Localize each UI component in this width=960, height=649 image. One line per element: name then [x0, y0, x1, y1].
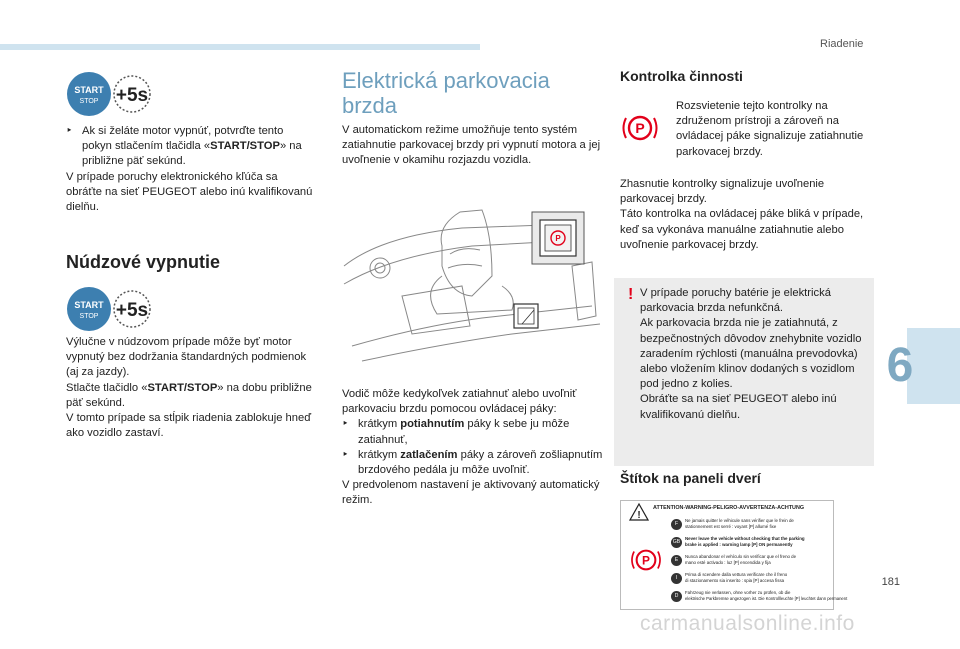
label-row: GB Never leave the vehicle without checking that the parking brake is applied : warning lamp [P] ON permanently [672, 536, 805, 547]
indicator-heading: Kontrolka činnosti [620, 68, 743, 84]
plus-five-seconds: +5s [115, 300, 149, 321]
col1-paragraph-2: Výlučne v núdzovom prípade môže byť motor vypnutý bez dodržania štandardných podmienok (aj za jazdy). Stlačte tlačidlo «START/STOP» na dobu približne päť sekúnd. V tomto prípade sa stĺpik riadenia zablokuje hneď ako vozidlo zastaví. [66, 336, 312, 440]
header-bar [0, 44, 480, 50]
warning-triangle-icon [629, 503, 649, 521]
svg-text:!: ! [637, 510, 641, 521]
door-label [620, 500, 848, 610]
svg-text:P: P [642, 553, 650, 568]
start-stop-icon [66, 70, 156, 120]
label-row: I Prima di scendere dalla vettura verificare che il freno di stazionamento sia inserito : spia [P] accesa fissa [671, 571, 833, 589]
col3-body: Zhasnutie kontrolky signalizuje uvoľnenie parkovacej brzdy. Táto kontrolka na ovládacej páke bliká v prípade, keď sa vykonáva manuálne zatiahnutie alebo uvoľnenie parkovacej brzdy. [620, 178, 864, 251]
stop-label: STOP [79, 98, 99, 105]
plus-five-seconds: +5s [115, 85, 149, 106]
col2-body: Vodič môže kedykoľvek zatiahnuť alebo uvoľniť parkovaciu brzdu pomocou ovládacej páky: ‣ krátkym potiahnutím páky k sebe ju môže zatiahnuť, ‣ krátkym zatlačením páky a zároveň zošliapnutím brzdového pedála ju môže uvoľniť. V predvolenom nastavení je aktivovaný automatický režim. [342, 387, 604, 509]
door-label-rows [671, 517, 848, 607]
gear-console-illustration [342, 206, 604, 364]
watermark: carmanualsonline.info [640, 612, 855, 635]
label-row: E Nunca abandonar el vehículo sin verificar que el freno de mano esté activado : luz [P] encendida y fija [671, 553, 833, 571]
warning-box [614, 278, 874, 466]
col1-bullet: ‣ Ak si želáte motor vypnúť, potvrďte tento pokyn stlačením tlačidla «START/STOP» na približne päť sekúnd. [66, 124, 316, 170]
start-label: START [74, 85, 104, 95]
svg-text:P: P [635, 120, 645, 136]
stop-label: STOP [79, 313, 99, 320]
chapter-number: 6 [886, 339, 914, 392]
col2-bullet-push: ‣ krátkym zatlačením páky a zároveň zošliapnutím brzdového pedála ju môže uvoľniť. [342, 448, 604, 478]
warning-exclamation-icon: ! [628, 286, 634, 303]
parking-brake-warning-icon [620, 108, 660, 148]
emergency-stop-heading: Núdzové vypnutie [66, 252, 221, 272]
col2-intro: V automatickom režime umožňuje tento systém zatiahnutie parkovacej brzdy pri vypnutí motora a jej uvoľnenie v okamihu rozjazdu vozidla. [342, 124, 601, 167]
switch-zoom-inset [532, 212, 584, 264]
indicator-description: Rozsvietenie tejto kontrolky na združenom prístroji a zároveň na ovládacej páke signalizuje zatiahnutie parkovacej brzdy. [676, 100, 864, 158]
label-row: D Fahrzeug nie verlassen, ohne vorher zu prüfen, ob die elektrische Parkbremse angezogen ist. Die Kontrollleuchte [P] leuchtet dann permanent [671, 589, 833, 607]
col1-paragraph-1 [66, 124, 316, 215]
start-label: START [74, 300, 104, 310]
start-stop-icon-2 [66, 285, 156, 335]
label-row: F Ne jamais quitter le véhicule sans vérifier que le frein de stationnement est serré : voyant [P] allumé fixe [671, 517, 833, 535]
svg-text:P: P [555, 234, 561, 243]
door-label-heading: Štítok na paneli dverí [620, 470, 761, 486]
door-label-title: ATTENTION-WARNING-PELIGRO-AVVERTENZA-ACHTUNG [653, 505, 805, 511]
page-number: 181 [881, 576, 900, 588]
warning-text: V prípade poruchy batérie je elektrická parkovacia brzda nefunkčná. Ak parkovacia brzda nie je zatiahnutá, z bezpečnostných dôvodov znehybnite vozidlo zaradením rýchlosti (manuálna prevodovka) alebo vložením klinov dodaných s vozidlom pod jedno z kolies. Obráťte sa na sieť PEUGEOT alebo inú kvalifikovanú dielňu. [640, 287, 862, 421]
col2-bullet-pull: ‣ krátkym potiahnutím páky k sebe ju môže zatiahnuť, [342, 417, 604, 447]
section-title: Riadenie [820, 38, 864, 50]
label-parking-brake-icon [627, 543, 665, 577]
parking-brake-heading: Elektrická parkovacia brzda [342, 68, 550, 118]
col1-paragraph-1-rest: V prípade poruchy elektronického kľúča sa obráťte na sieť PEUGEOT alebo inú kvalifikovanú dielňu. [66, 170, 313, 214]
